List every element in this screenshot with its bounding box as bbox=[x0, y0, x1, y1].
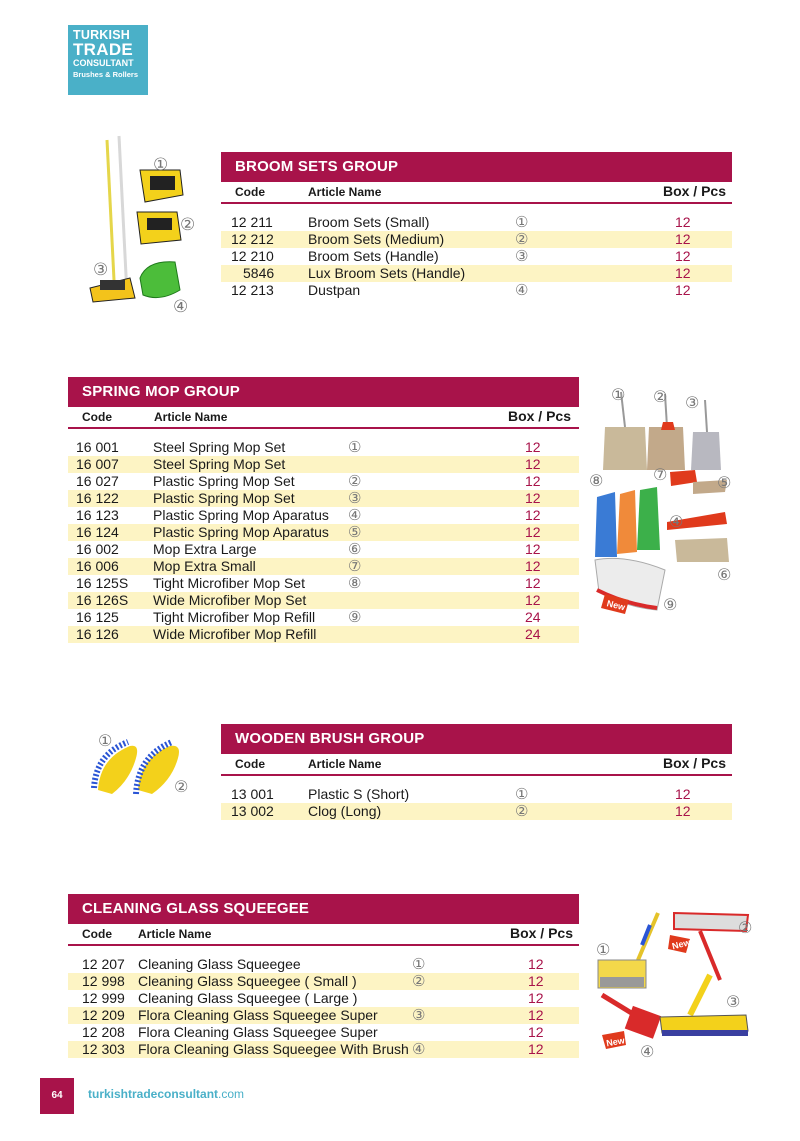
wooden-brush-section bbox=[221, 724, 732, 820]
row-photo-ref: ③ bbox=[412, 1007, 426, 1024]
squeegee-label-3: ③ bbox=[726, 992, 741, 1011]
code-header: Code bbox=[235, 757, 265, 771]
table-row bbox=[68, 558, 579, 575]
row-box-pcs: 12 bbox=[675, 265, 691, 281]
row-article-name: Cleaning Glass Squeegee ( Large ) bbox=[138, 990, 358, 1006]
table-row bbox=[68, 439, 579, 456]
broom-sets-title: BROOM SETS GROUP bbox=[221, 152, 732, 182]
row-code: 12 212 bbox=[231, 231, 274, 247]
row-code: 13 001 bbox=[231, 786, 274, 802]
row-box-pcs: 12 bbox=[528, 1007, 544, 1023]
mop-label-4: ④ bbox=[669, 512, 684, 531]
table-row bbox=[68, 956, 579, 973]
row-photo-ref: ⑥ bbox=[348, 541, 362, 558]
article-header: Article Name bbox=[154, 410, 228, 424]
table-row bbox=[221, 231, 732, 248]
mop-label-6: ⑥ bbox=[717, 565, 732, 584]
row-box-pcs: 12 bbox=[675, 231, 691, 247]
row-box-pcs: 12 bbox=[675, 248, 691, 264]
broom-table bbox=[221, 214, 732, 299]
table-row bbox=[68, 1041, 579, 1058]
row-box-pcs: 12 bbox=[525, 524, 541, 540]
row-code: 16 125 bbox=[76, 609, 119, 625]
row-article-name: Cleaning Glass Squeegee bbox=[138, 956, 301, 972]
table-row bbox=[68, 575, 579, 592]
row-photo-ref: ⑤ bbox=[348, 524, 362, 541]
row-code: 16 126 bbox=[76, 626, 119, 642]
table-row bbox=[68, 524, 579, 541]
table-row bbox=[68, 456, 579, 473]
table-row bbox=[221, 214, 732, 231]
page-number: 64 bbox=[40, 1078, 74, 1114]
mop-column-headers bbox=[68, 407, 579, 429]
row-code: 12 998 bbox=[82, 973, 125, 989]
row-photo-ref: ① bbox=[348, 439, 362, 456]
row-article-name: Mop Extra Large bbox=[153, 541, 257, 557]
article-header: Article Name bbox=[308, 185, 382, 199]
logo-line-3: CONSULTANT bbox=[73, 58, 134, 68]
spring-mop-section bbox=[68, 377, 579, 643]
row-article-name: Broom Sets (Small) bbox=[308, 214, 430, 230]
table-row bbox=[68, 609, 579, 626]
row-box-pcs: 12 bbox=[525, 541, 541, 557]
wooden-label-2: ② bbox=[174, 777, 189, 796]
row-code: 5846 bbox=[243, 265, 275, 281]
row-code: 16 007 bbox=[76, 456, 119, 472]
table-row bbox=[68, 592, 579, 609]
row-box-pcs: 12 bbox=[675, 214, 691, 230]
row-photo-ref: ① bbox=[515, 786, 529, 803]
box-header: Box / Pcs bbox=[507, 408, 571, 424]
row-article-name: Wide Microfiber Mop Refill bbox=[153, 626, 317, 642]
row-photo-ref: ③ bbox=[515, 248, 529, 265]
row-box-pcs: 12 bbox=[528, 956, 544, 972]
box-header: Box / Pcs bbox=[662, 183, 726, 199]
squeegee-label-4: ④ bbox=[640, 1042, 655, 1061]
row-photo-ref: ⑦ bbox=[348, 558, 362, 575]
row-box-pcs: 12 bbox=[528, 1024, 544, 1040]
broom-sets-section bbox=[221, 152, 732, 299]
row-box-pcs: 12 bbox=[525, 507, 541, 523]
row-photo-ref: ④ bbox=[348, 507, 362, 524]
table-row bbox=[221, 282, 732, 299]
table-row bbox=[68, 973, 579, 990]
footer-url-domain: turkishtradeconsultant bbox=[88, 1087, 219, 1101]
row-article-name: Tight Microfiber Mop Refill bbox=[153, 609, 316, 625]
logo-line-4: Brushes & Rollers bbox=[73, 70, 139, 79]
table-row bbox=[221, 248, 732, 265]
squeegee-photo bbox=[590, 905, 760, 1065]
table-row bbox=[221, 786, 732, 803]
row-code: 12 209 bbox=[82, 1007, 125, 1023]
row-box-pcs: 12 bbox=[528, 973, 544, 989]
table-row bbox=[68, 1007, 579, 1024]
row-photo-ref: ④ bbox=[515, 282, 529, 299]
wooden-brush-title: WOODEN BRUSH GROUP bbox=[221, 724, 732, 754]
row-code: 12 208 bbox=[82, 1024, 125, 1040]
mop-label-7: ⑦ bbox=[653, 465, 668, 484]
table-row bbox=[68, 490, 579, 507]
wooden-brush-photo bbox=[90, 728, 200, 808]
squeegee-title: CLEANING GLASS SQUEEGEE bbox=[68, 894, 579, 924]
row-article-name: Plastic Spring Mop Set bbox=[153, 473, 295, 489]
row-article-name: Plastic S (Short) bbox=[308, 786, 410, 802]
squeegee-table bbox=[68, 956, 579, 1058]
row-photo-ref: ② bbox=[348, 473, 362, 490]
spring-mop-title: SPRING MOP GROUP bbox=[68, 377, 579, 407]
row-code: 12 207 bbox=[82, 956, 125, 972]
box-header: Box / Pcs bbox=[509, 925, 573, 941]
wooden-column-headers bbox=[221, 754, 732, 776]
logo-line-2: TRADE bbox=[73, 40, 134, 59]
row-article-name: Clog (Long) bbox=[308, 803, 382, 819]
row-photo-ref: ② bbox=[515, 231, 529, 248]
table-row bbox=[221, 803, 732, 820]
row-code: 13 002 bbox=[231, 803, 274, 819]
row-box-pcs: 12 bbox=[528, 1041, 544, 1057]
squeegee-section bbox=[68, 894, 579, 1058]
row-box-pcs: 12 bbox=[525, 456, 541, 472]
row-article-name: Flora Cleaning Glass Squeegee Super bbox=[138, 1024, 378, 1040]
row-box-pcs: 12 bbox=[525, 439, 541, 455]
row-code: 16 027 bbox=[76, 473, 119, 489]
code-header: Code bbox=[82, 410, 112, 424]
wooden-table bbox=[221, 786, 732, 820]
row-code: 12 999 bbox=[82, 990, 125, 1006]
footer-website[interactable] bbox=[88, 1087, 244, 1101]
footer-url-tld: .com bbox=[218, 1087, 245, 1101]
row-box-pcs: 12 bbox=[528, 990, 544, 1006]
squeegee-new-badge-top: New bbox=[670, 937, 692, 952]
row-box-pcs: 12 bbox=[525, 473, 541, 489]
code-header: Code bbox=[82, 927, 112, 941]
row-code: 16 126S bbox=[76, 592, 129, 608]
mop-label-9: ⑨ bbox=[663, 595, 678, 614]
squeegee-label-1: ① bbox=[596, 940, 611, 959]
squeegee-label-2: ② bbox=[738, 918, 753, 937]
row-code: 12 211 bbox=[231, 214, 273, 230]
row-code: 16 002 bbox=[76, 541, 119, 557]
row-article-name: Mop Extra Small bbox=[153, 558, 256, 574]
broom-label-1: ① bbox=[153, 155, 169, 175]
table-row bbox=[221, 265, 732, 282]
row-article-name: Plastic Spring Mop Aparatus bbox=[153, 524, 329, 540]
mop-label-1: ① bbox=[611, 385, 626, 404]
row-photo-ref: ① bbox=[515, 214, 529, 231]
mop-label-5: ⑤ bbox=[717, 473, 732, 492]
table-row bbox=[68, 507, 579, 524]
mop-label-8: ⑧ bbox=[589, 471, 604, 490]
table-row bbox=[68, 990, 579, 1007]
row-article-name: Flora Cleaning Glass Squeegee With Brush bbox=[138, 1041, 409, 1057]
row-article-name: Flora Cleaning Glass Squeegee Super bbox=[138, 1007, 378, 1023]
row-photo-ref: ④ bbox=[412, 1041, 426, 1058]
row-article-name: Steel Spring Mop Set bbox=[153, 456, 286, 472]
row-article-name: Steel Spring Mop Set bbox=[153, 439, 286, 455]
wooden-label-1: ① bbox=[98, 731, 113, 750]
broom-sets-photo bbox=[85, 130, 205, 320]
row-box-pcs: 12 bbox=[675, 282, 691, 298]
broom-label-3: ③ bbox=[93, 260, 109, 280]
squeegee-column-headers bbox=[68, 924, 579, 946]
row-article-name: Broom Sets (Handle) bbox=[308, 248, 439, 264]
row-photo-ref: ③ bbox=[348, 490, 362, 507]
row-article-name: Tight Microfiber Mop Set bbox=[153, 575, 305, 591]
broom-label-2: ② bbox=[180, 215, 196, 235]
row-photo-ref: ⑨ bbox=[348, 609, 362, 626]
row-box-pcs: 24 bbox=[525, 609, 541, 625]
row-box-pcs: 12 bbox=[675, 786, 691, 802]
row-box-pcs: 12 bbox=[525, 592, 541, 608]
table-row bbox=[68, 473, 579, 490]
row-article-name: Broom Sets (Medium) bbox=[308, 231, 445, 247]
mop-label-3: ③ bbox=[685, 393, 700, 412]
row-box-pcs: 12 bbox=[525, 558, 541, 574]
row-article-name: Plastic Spring Mop Set bbox=[153, 490, 295, 506]
mop-label-2: ② bbox=[653, 387, 668, 406]
row-code: 16 122 bbox=[76, 490, 119, 506]
company-logo bbox=[68, 25, 148, 95]
broom-label-4: ④ bbox=[173, 297, 189, 317]
row-code: 16 125S bbox=[76, 575, 129, 591]
row-article-name: Plastic Spring Mop Aparatus bbox=[153, 507, 329, 523]
row-code: 16 123 bbox=[76, 507, 119, 523]
row-code: 16 124 bbox=[76, 524, 119, 540]
mop-table bbox=[68, 439, 579, 643]
row-photo-ref: ⑧ bbox=[348, 575, 362, 592]
squeegee-new-badge-bottom: New bbox=[605, 1035, 626, 1049]
row-box-pcs: 12 bbox=[525, 575, 541, 591]
broom-column-headers bbox=[221, 182, 732, 204]
row-article-name: Dustpan bbox=[308, 282, 361, 298]
box-header: Box / Pcs bbox=[662, 755, 726, 771]
article-header: Article Name bbox=[138, 927, 212, 941]
logo-line-1: TURKISH bbox=[73, 28, 130, 42]
row-article-name: Cleaning Glass Squeegee ( Small ) bbox=[138, 973, 357, 989]
row-code: 12 303 bbox=[82, 1041, 125, 1057]
row-code: 12 210 bbox=[231, 248, 274, 264]
row-code: 16 006 bbox=[76, 558, 119, 574]
mop-new-badge: New bbox=[605, 598, 627, 613]
row-photo-ref: ② bbox=[412, 973, 426, 990]
table-row bbox=[68, 626, 579, 643]
code-header: Code bbox=[235, 185, 265, 199]
row-code: 12 213 bbox=[231, 282, 274, 298]
table-row bbox=[68, 541, 579, 558]
row-code: 16 001 bbox=[76, 439, 119, 455]
row-box-pcs: 24 bbox=[525, 626, 541, 642]
spring-mop-photo bbox=[585, 382, 745, 622]
row-photo-ref: ② bbox=[515, 803, 529, 820]
row-article-name: Lux Broom Sets (Handle) bbox=[308, 265, 466, 281]
row-article-name: Wide Microfiber Mop Set bbox=[153, 592, 307, 608]
article-header: Article Name bbox=[308, 757, 382, 771]
row-photo-ref: ① bbox=[412, 956, 426, 973]
row-box-pcs: 12 bbox=[675, 803, 691, 819]
row-box-pcs: 12 bbox=[525, 490, 541, 506]
table-row bbox=[68, 1024, 579, 1041]
